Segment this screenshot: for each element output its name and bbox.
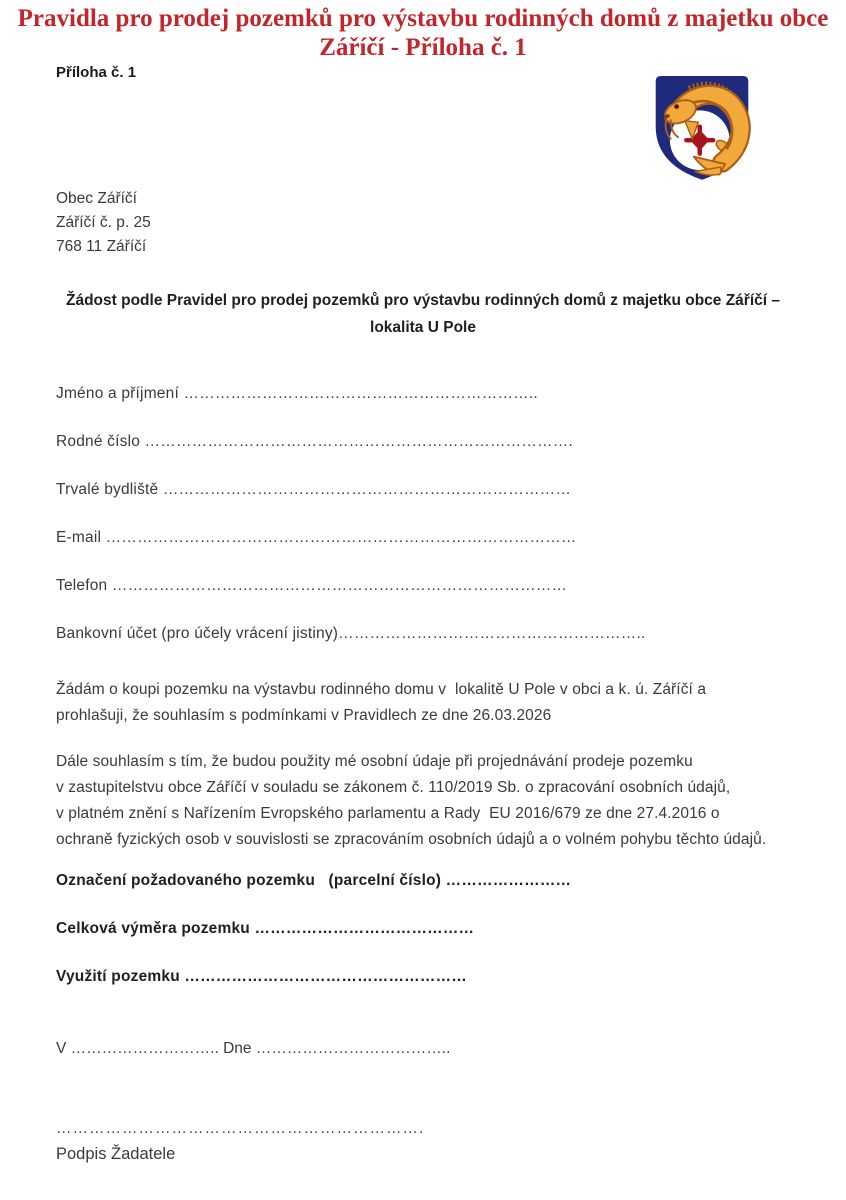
sender-address — [56, 187, 846, 259]
signature-label: Podpis Žadatele — [56, 1145, 176, 1163]
request-heading — [0, 287, 846, 341]
field-email: E-mail ……………………………………………………………………………… — [56, 529, 577, 546]
field-parcel-number: Označení požadovaného pozemku (parcelní číslo) …………………… — [56, 872, 572, 889]
field-birth-number: Rodné číslo ………………………………………………………………………. — [56, 433, 573, 450]
document-title-line2: Záříčí - Příloha č. 1 — [319, 34, 527, 61]
address-line: 768 11 Záříčí — [56, 238, 147, 255]
signature-block — [56, 1118, 846, 1166]
signature-line: …………………………………………………………. — [56, 1120, 425, 1137]
field-permanent-address: Trvalé bydliště …………………………………………………………………… — [56, 481, 572, 498]
place-date-line: V ……………………….. Dne ……………………………….. — [56, 1040, 451, 1057]
field-phone: Telefon …………………………………………………………………………… — [56, 577, 568, 594]
field-name-surname: Jméno a příjmení ………………………………………………………….. — [56, 385, 538, 402]
request-heading-line1: Žádost podle Pravidel pro prodej pozemků pro výstavbu rodinných domů z majetku obce Záříčí – — [66, 292, 780, 309]
paragraph-line: v platném znění s Nařízením Evropského parlamentu a Rady EU 2016/679 ze dne 27.4.2016 o — [56, 805, 720, 822]
applicant-form — [56, 385, 846, 673]
field-parcel-area: Celková výměra pozemku …………………………………… — [56, 920, 475, 937]
paragraph-line: Dále souhlasím s tím, že budou použity mé osobní údaje při projednávání prodeje pozemku — [56, 753, 693, 770]
paragraph-line: v zastupitelstvu obce Záříčí v souladu se zákonem č. 110/2019 Sb. o zpracování osobních údajů, — [56, 779, 731, 796]
paragraph-line: Žádám o koupi pozemku na výstavbu rodinného domu v lokalitě U Pole v obci a k. ú. Záříčí a — [56, 681, 707, 698]
consent-paragraph-2 — [56, 749, 846, 853]
address-line: Obec Záříčí — [56, 190, 137, 207]
paragraph-line: ochraně fyzických osob v souvislosti se zpracováním osobních údajů a o volném pohybu těchto údajů. — [56, 831, 767, 848]
parcel-fields — [56, 872, 846, 1016]
document-title — [0, 4, 846, 62]
consent-paragraph-1 — [56, 677, 846, 729]
field-bank-account: Bankovní účet (pro účely vrácení jistiny)………………………………………………….. — [56, 625, 646, 642]
request-heading-line2: lokalita U Pole — [370, 319, 476, 336]
address-line: Záříčí č. p. 25 — [56, 214, 151, 231]
paragraph-line: prohlašuji, že souhlasím s podmínkami v Pravidlech ze dne 26.03.2026 — [56, 707, 552, 724]
field-parcel-use: Využití pozemku ……………………………………………… — [56, 968, 467, 985]
document-title-line1: Pravidla pro prodej pozemků pro výstavbu rodinných domů z majetku obce — [17, 5, 829, 32]
attachment-label: Příloha č. 1 — [56, 64, 137, 81]
coat-of-arms-icon — [646, 70, 758, 182]
